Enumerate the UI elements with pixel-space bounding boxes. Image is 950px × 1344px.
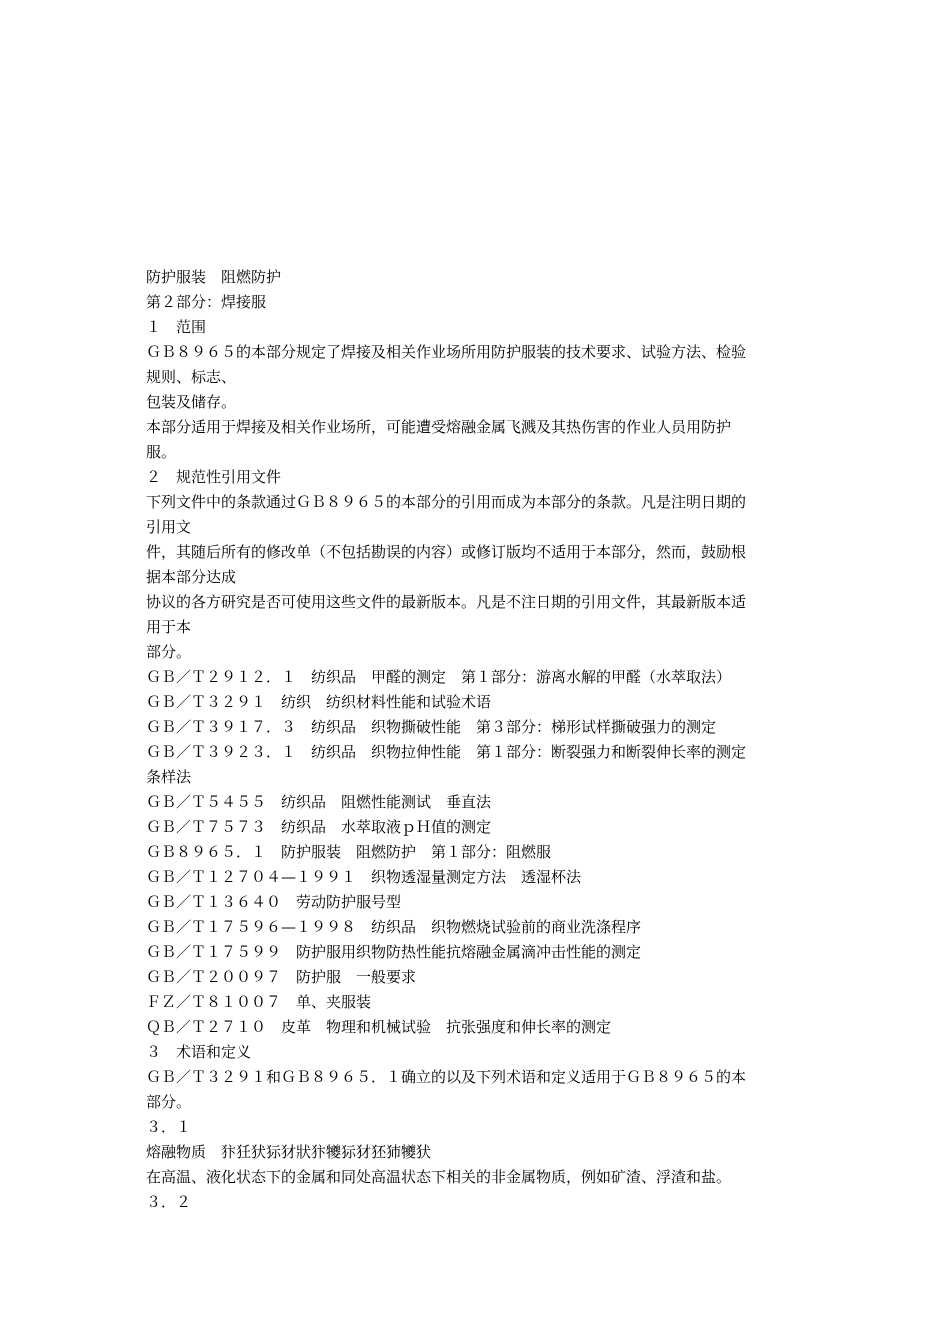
reference-item: ＧＢ／Ｔ３２９１ 纺织 纺织材料性能和试验术语 xyxy=(146,693,492,711)
reference-item: ＧＢ／Ｔ１７５９６—１９９８ 纺织品 织物燃烧试验前的商业洗涤程序 xyxy=(146,918,642,936)
reference-item: 条样法 xyxy=(146,768,192,786)
paragraph-line: ＧＢ／Ｔ３２９１和ＧＢ８９６５．１确立的以及下列术语和定义适用于ＧＢ８９６５的本 xyxy=(146,1068,747,1086)
section-heading: １ 范围 xyxy=(146,318,207,336)
reference-item: ＧＢ／Ｔ７５７３ 纺织品 水萃取液ｐＨ值的测定 xyxy=(146,818,492,836)
paragraph-line: 部分。 xyxy=(146,643,192,661)
reference-item: ＧＢ／Ｔ３９１７．３ 纺织品 织物撕破性能 第３部分：梯形试样撕破强力的测定 xyxy=(146,718,717,736)
section-heading: ３ 术语和定义 xyxy=(146,1043,252,1061)
paragraph-line: 部分。 xyxy=(146,1093,192,1111)
paragraph-line: 服。 xyxy=(146,443,177,461)
doc-title: 防护服装 阻燃防护 xyxy=(146,268,282,286)
paragraph-line: 包装及储存。 xyxy=(146,393,237,411)
section-heading: ２ 规范性引用文件 xyxy=(146,468,282,486)
clause-number: ３．１ xyxy=(146,1118,192,1136)
paragraph-line: 引用文 xyxy=(146,518,192,536)
paragraph-line: 下列文件中的条款通过ＧＢ８９６５的本部分的引用而成为本部分的条款。凡是注明日期的 xyxy=(146,493,747,511)
paragraph-line: 件，其随后所有的修改单（不包括勘误的内容）或修订版均不适用于本部分，然而，鼓励根 xyxy=(146,543,747,561)
paragraph-line: 用于本 xyxy=(146,618,192,636)
reference-item: ＧＢ／Ｔ５４５５ 纺织品 阻燃性能测试 垂直法 xyxy=(146,793,492,811)
document-page xyxy=(146,265,814,1215)
paragraph-line: 据本部分达成 xyxy=(146,568,237,586)
reference-item: ＧＢ／Ｔ２００９７ 防护服 一般要求 xyxy=(146,968,417,986)
paragraph-line: 协议的各方研究是否可使用这些文件的最新版本。凡是不注日期的引用文件，其最新版本适 xyxy=(146,593,747,611)
reference-item: ＧＢ／Ｔ２９１２．１ 纺织品 甲醛的测定 第１部分：游离水解的甲醛（水萃取法） xyxy=(146,668,732,686)
term-definition: 在高温、液化状态下的金属和同处高温状态下相关的非金属物质，例如矿渣、浮渣和盐。 xyxy=(146,1168,732,1186)
reference-item: ＧＢ／Ｔ１７５９９ 防护服用织物防热性能抗熔融金属滴冲击性能的测定 xyxy=(146,943,642,961)
reference-item: ＧＢ８９６５．１ 防护服装 阻燃防护 第１部分：阻燃服 xyxy=(146,843,552,861)
reference-item: ＧＢ／Ｔ３９２３．１ 纺织品 织物拉伸性能 第１部分：断裂强力和断裂伸长率的测定 xyxy=(146,743,747,761)
doc-subtitle: 第２部分：焊接服 xyxy=(146,293,267,311)
paragraph-line: 本部分适用于焊接及相关作业场所，可能遭受熔融金属飞溅及其热伤害的作业人员用防护 xyxy=(146,418,732,436)
reference-item: ＧＢ／Ｔ１３６４０ 劳动防护服号型 xyxy=(146,893,402,911)
reference-item: ＱＢ／Ｔ２７１０ 皮革 物理和机械试验 抗张强度和伸长率的测定 xyxy=(146,1018,612,1036)
reference-item: ＧＢ／Ｔ１２７０４—１９９１ 织物透湿量测定方法 透湿杯法 xyxy=(146,868,582,886)
reference-item: ＦＺ／Ｔ８１００７ 单、夹服装 xyxy=(146,993,372,1011)
paragraph-line: 规则、标志、 xyxy=(146,368,237,386)
term-heading: 熔融物质 犿狅犾狋犲狀犿犪狋犲狉犻犪犾 xyxy=(146,1143,432,1161)
paragraph-line: ＧＢ８９６５的本部分规定了焊接及相关作业场所用防护服装的技术要求、试验方法、检验 xyxy=(146,343,747,361)
clause-number: ３．２ xyxy=(146,1193,192,1211)
